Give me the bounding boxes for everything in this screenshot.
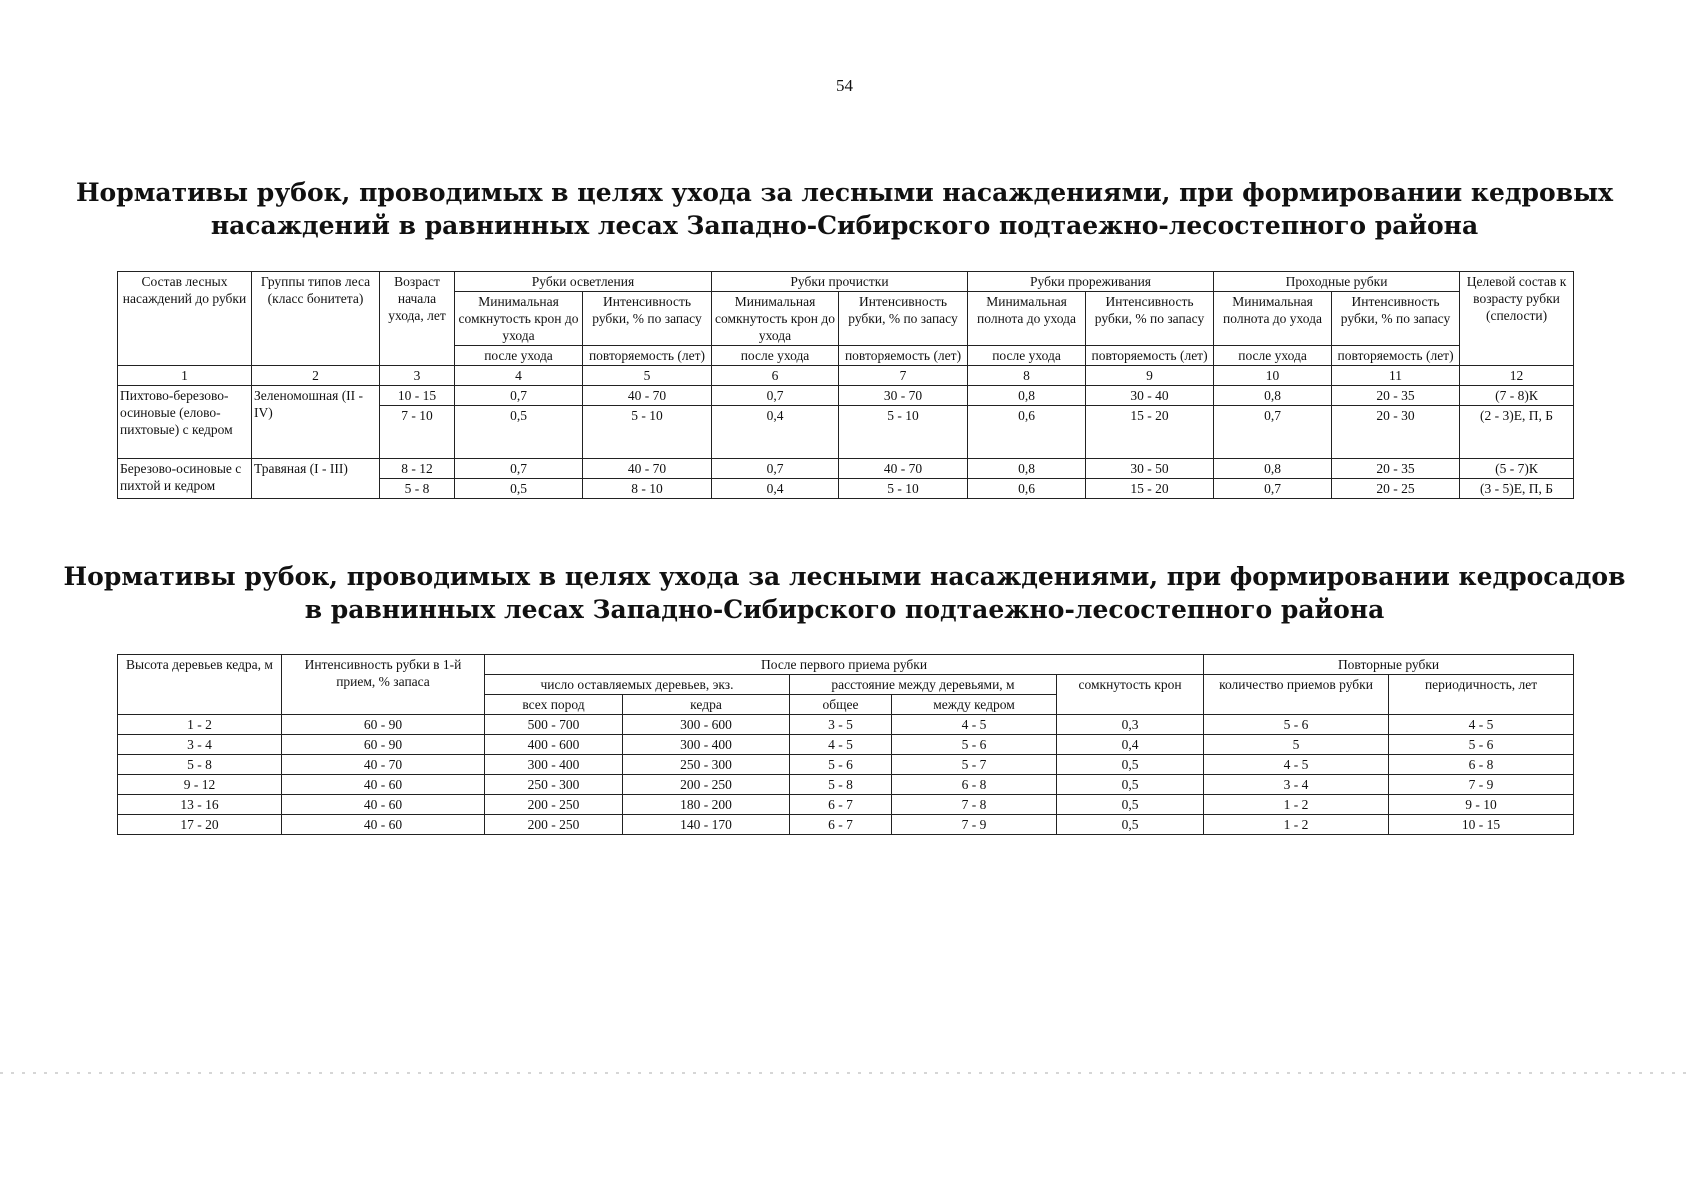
table-cell: 250 - 300: [623, 755, 790, 775]
table-cell: 0,7: [712, 386, 839, 406]
table2-body: [118, 715, 1574, 835]
table-cell: 5 - 8: [380, 479, 455, 499]
table-cell: 0,5: [1057, 755, 1204, 775]
table2-title: [0, 560, 1689, 626]
header-after-care: после ухода: [455, 346, 583, 366]
table-cell: 3 - 4: [1204, 775, 1389, 795]
table-cell: 5 - 6: [1389, 735, 1574, 755]
table-cell: 0,5: [455, 406, 583, 459]
table-cell: 140 - 170: [623, 815, 790, 835]
table-cell: 1 - 2: [118, 715, 282, 735]
header-after-care: после ухода: [712, 346, 839, 366]
header-repeat-interval: повторяемость (лет): [1086, 346, 1214, 366]
target-composition-cell: (3 - 5)Е, П, Б: [1460, 479, 1574, 499]
table-cell: 40 - 70: [583, 459, 712, 479]
table-cell: 0,7: [455, 386, 583, 406]
header-group-passage: Проходные рубки: [1214, 272, 1460, 292]
table-cell: 5 - 8: [118, 755, 282, 775]
header-after-care: после ухода: [968, 346, 1086, 366]
column-number: 12: [1460, 366, 1574, 386]
header-intensity: Интенсивность рубки, % по запасу: [1332, 292, 1460, 346]
column-number: 2: [252, 366, 380, 386]
table-cell: 5 - 6: [790, 755, 892, 775]
header-intensity: Интенсивность рубки, % по запасу: [1086, 292, 1214, 346]
table-cell: 40 - 60: [282, 815, 485, 835]
table-cell: 250 - 300: [485, 775, 623, 795]
header-after-first-pass: После первого приема рубки: [485, 655, 1204, 675]
table-cell: 5 - 10: [583, 406, 712, 459]
header-repeat-interval: повторяемость (лет): [583, 346, 712, 366]
header-cedar: кедра: [623, 695, 790, 715]
table-cell: 8 - 12: [380, 459, 455, 479]
table-cell: 15 - 20: [1086, 479, 1214, 499]
header-pass-count: количество приемов рубки: [1204, 675, 1389, 715]
forest-type-cell: Травяная (I - III): [252, 459, 380, 499]
column-number: 5: [583, 366, 712, 386]
table-cell: 0,5: [1057, 795, 1204, 815]
header-group-cleaning: Рубки прочистки: [712, 272, 968, 292]
header-forest-type: Группы типов леса (класс бонитета): [252, 272, 380, 366]
table-cell: 0,8: [1214, 459, 1332, 479]
table-cell: 5 - 6: [892, 735, 1057, 755]
table-row: [118, 795, 1574, 815]
table-cell: 0,6: [968, 479, 1086, 499]
table-cell: 40 - 70: [583, 386, 712, 406]
table-cell: 0,5: [455, 479, 583, 499]
table-row: [118, 815, 1574, 835]
header-min-density: Минимальная полнота до ухода: [1214, 292, 1332, 346]
table1-title: [0, 176, 1689, 242]
table-cell: 13 - 16: [118, 795, 282, 815]
table-cell: 0,8: [968, 386, 1086, 406]
table-row: [118, 715, 1574, 735]
cedar-gardens-norms-table: [117, 654, 1574, 835]
table1-title-line2: насаждений в равнинных лесах Западно-Сибирского подтаежно-лесостепного района: [210, 211, 1479, 240]
table-cell: 6 - 7: [790, 815, 892, 835]
table-cell: 4 - 5: [1204, 755, 1389, 775]
table-cell: 0,4: [712, 479, 839, 499]
table-cell: 0,3: [1057, 715, 1204, 735]
header-repeat-cuttings: Повторные рубки: [1204, 655, 1574, 675]
table-cell: 1 - 2: [1204, 815, 1389, 835]
header-group-thinning: Рубки прореживания: [968, 272, 1214, 292]
cedar-stands-norms-table: [117, 271, 1574, 499]
table1-title-line1: Нормативы рубок, проводимых в целях ухода за лесными насаждениями, при формировании кедровых: [75, 178, 1614, 207]
column-number: 10: [1214, 366, 1332, 386]
composition-cell: Березово-осиновые с пихтой и кедром: [118, 459, 252, 499]
header-composition: Состав лесных насаждений до рубки: [118, 272, 252, 366]
column-number: 3: [380, 366, 455, 386]
table-cell: 0,8: [1214, 386, 1332, 406]
column-number: 9: [1086, 366, 1214, 386]
table-cell: 17 - 20: [118, 815, 282, 835]
header-distance: расстояние между деревьями, м: [790, 675, 1057, 695]
table-cell: 30 - 40: [1086, 386, 1214, 406]
table-cell: 6 - 8: [1389, 755, 1574, 775]
table-cell: 300 - 400: [485, 755, 623, 775]
table-cell: 30 - 70: [839, 386, 968, 406]
table-cell: 0,7: [712, 459, 839, 479]
table-cell: 500 - 700: [485, 715, 623, 735]
target-composition-cell: (7 - 8)К: [1460, 386, 1574, 406]
column-number: 4: [455, 366, 583, 386]
header-repeat-interval: повторяемость (лет): [1332, 346, 1460, 366]
table-cell: 6 - 7: [790, 795, 892, 815]
table-cell: 7 - 9: [892, 815, 1057, 835]
table-cell: 5: [1204, 735, 1389, 755]
column-number: 7: [839, 366, 968, 386]
table-cell: 0,5: [1057, 775, 1204, 795]
table-cell: 10 - 15: [380, 386, 455, 406]
table-cell: 20 - 30: [1332, 406, 1460, 459]
table-cell: 4 - 5: [790, 735, 892, 755]
table-cell: 5 - 6: [1204, 715, 1389, 735]
table-cell: 9 - 12: [118, 775, 282, 795]
table-cell: 40 - 60: [282, 775, 485, 795]
table-cell: 5 - 10: [839, 406, 968, 459]
table-cell: 7 - 10: [380, 406, 455, 459]
table-row: [118, 735, 1574, 755]
table-row: [118, 459, 1574, 479]
header-trees-left: число оставляемых деревьев, экз.: [485, 675, 790, 695]
header-repeat-interval: повторяемость (лет): [839, 346, 968, 366]
header-height: Высота деревьев кедра, м: [118, 655, 282, 715]
table-cell: 300 - 600: [623, 715, 790, 735]
table-cell: 0,5: [1057, 815, 1204, 835]
table-cell: 9 - 10: [1389, 795, 1574, 815]
header-min-closure: Минимальная сомкнутость крон до ухода: [712, 292, 839, 346]
table-cell: 0,8: [968, 459, 1086, 479]
table-cell: 60 - 90: [282, 735, 485, 755]
table-row: [118, 775, 1574, 795]
header-min-density: Минимальная полнота до ухода: [968, 292, 1086, 346]
header-intensity: Интенсивность рубки, % по запасу: [583, 292, 712, 346]
table-cell: 30 - 50: [1086, 459, 1214, 479]
table-cell: 180 - 200: [623, 795, 790, 815]
table-cell: 0,7: [1214, 479, 1332, 499]
header-periodicity: периодичность, лет: [1389, 675, 1574, 715]
table-cell: 1 - 2: [1204, 795, 1389, 815]
table-cell: 8 - 10: [583, 479, 712, 499]
table-cell: 4 - 5: [1389, 715, 1574, 735]
table-cell: 0,4: [1057, 735, 1204, 755]
table-cell: 40 - 70: [839, 459, 968, 479]
table-cell: 10 - 15: [1389, 815, 1574, 835]
forest-type-cell: Зеленомошная (II - IV): [252, 386, 380, 459]
table-cell: 5 - 8: [790, 775, 892, 795]
table-cell: 6 - 8: [892, 775, 1057, 795]
table-cell: 4 - 5: [892, 715, 1057, 735]
table-cell: 300 - 400: [623, 735, 790, 755]
table-cell: 3 - 5: [790, 715, 892, 735]
table-row: [118, 755, 1574, 775]
header-distance-between-cedar: между кедром: [892, 695, 1057, 715]
header-distance-total: общее: [790, 695, 892, 715]
table-cell: 0,4: [712, 406, 839, 459]
table-cell: 200 - 250: [485, 815, 623, 835]
table-cell: 0,6: [968, 406, 1086, 459]
page-number: 54: [836, 76, 853, 95]
table-cell: 15 - 20: [1086, 406, 1214, 459]
table-cell: 60 - 90: [282, 715, 485, 735]
table-cell: 20 - 35: [1332, 459, 1460, 479]
table-cell: 20 - 25: [1332, 479, 1460, 499]
header-intensity: Интенсивность рубки, % по запасу: [839, 292, 968, 346]
header-all-species: всех пород: [485, 695, 623, 715]
column-number: 6: [712, 366, 839, 386]
table-cell: 400 - 600: [485, 735, 623, 755]
column-number: 11: [1332, 366, 1460, 386]
table2-title-line2: в равнинных лесах Западно-Сибирского подтаежно-лесостепного района: [304, 595, 1385, 624]
column-number: 1: [118, 366, 252, 386]
table-cell: 0,7: [1214, 406, 1332, 459]
table-cell: 0,7: [455, 459, 583, 479]
header-crown-closure: сомкнутость крон: [1057, 675, 1204, 715]
table-cell: 200 - 250: [485, 795, 623, 815]
table2-title-line1: Нормативы рубок, проводимых в целях ухода за лесными насаждениями, при формировании кедросадов: [63, 562, 1626, 591]
table-cell: 20 - 35: [1332, 386, 1460, 406]
table-cell: 40 - 60: [282, 795, 485, 815]
table-cell: 5 - 10: [839, 479, 968, 499]
table-cell: 40 - 70: [282, 755, 485, 775]
table-row: [118, 386, 1574, 406]
column-number-row: [118, 366, 1574, 386]
header-intensity-first: Интенсивность рубки в 1-й прием, % запаса: [282, 655, 485, 715]
header-target-composition: Целевой состав к возрасту рубки (спелости): [1460, 272, 1574, 366]
target-composition-cell: (5 - 7)К: [1460, 459, 1574, 479]
table-cell: 7 - 9: [1389, 775, 1574, 795]
column-number: 8: [968, 366, 1086, 386]
header-age: Возраст начала ухода, лет: [380, 272, 455, 366]
table-cell: 5 - 7: [892, 755, 1057, 775]
scan-artifact-line: [0, 1072, 1689, 1074]
header-min-closure: Минимальная сомкнутость крон до ухода: [455, 292, 583, 346]
table-cell: 200 - 250: [623, 775, 790, 795]
table-cell: 7 - 8: [892, 795, 1057, 815]
composition-cell: Пихтово-березово-осиновые (елово-пихтовые) с кедром: [118, 386, 252, 459]
header-group-clearing: Рубки осветления: [455, 272, 712, 292]
header-after-care: после ухода: [1214, 346, 1332, 366]
target-composition-cell: (2 - 3)Е, П, Б: [1460, 406, 1574, 459]
table-cell: 3 - 4: [118, 735, 282, 755]
